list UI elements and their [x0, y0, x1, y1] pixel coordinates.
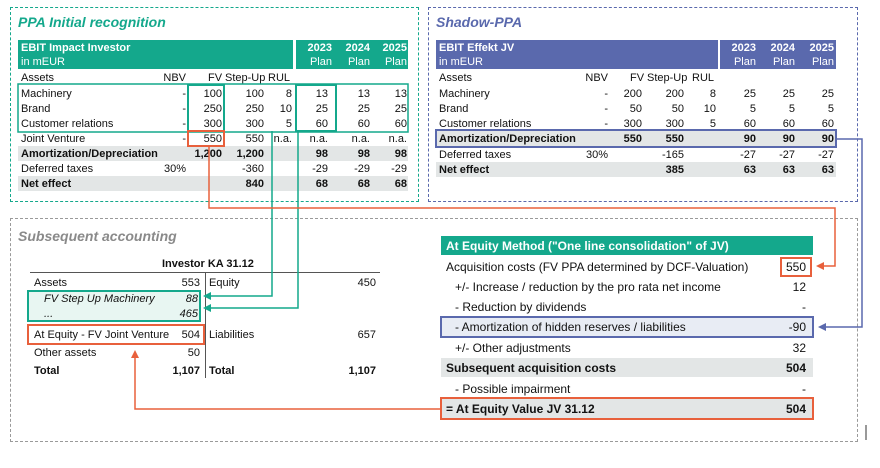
ppa-col-fv: FV: [208, 72, 223, 84]
ppa-amort-y3: 98: [394, 148, 407, 160]
ppa-row-y3: 13: [394, 88, 407, 100]
shadow-row-fv: 300: [623, 118, 642, 130]
shadow-net-label: Net effect: [439, 164, 490, 176]
ae-title: At Equity Method ("One line consolidation" of JV): [446, 239, 729, 253]
ppa-2023-highlight: [296, 85, 336, 131]
ppa-row-rul: n.a.: [273, 133, 292, 145]
shadow-row-rul: 5: [709, 118, 716, 130]
ae-row-label: - Reduction by dividends: [455, 300, 587, 314]
ppa-net-y1: 68: [315, 178, 328, 190]
ae-row-label: - Possible impairment: [455, 382, 571, 396]
shadow-row-fv: 200: [623, 88, 642, 100]
bs-right-total-value: 1,107: [348, 365, 376, 377]
ppa-plan-2024: Plan: [347, 56, 370, 68]
shadow-amort-label: Amortization/Depreciation: [439, 133, 576, 145]
shadow-year-2025: 2025: [809, 42, 834, 54]
ppa-year-2024: 2024: [345, 42, 370, 54]
shadow-col-fv: FV: [630, 72, 645, 84]
shadow-row-stepup: 200: [665, 88, 684, 100]
bs-left-label: FV Step Up Machinery: [44, 293, 155, 305]
ppa-row-label: Brand: [21, 103, 51, 115]
bs-left-label: Assets: [34, 277, 68, 289]
ppa-col-stepup: Step-Up: [225, 72, 266, 84]
shadow-col-rul: RUL: [692, 72, 715, 84]
shadow-amort-highlight: [436, 130, 836, 147]
blue-connector-amort: [820, 139, 862, 327]
ppa-row-label: Machinery: [21, 88, 72, 100]
ae-acq-value-highlight: [781, 258, 811, 276]
ae-row-value: -: [802, 382, 806, 396]
ppa-row-y2: 13: [357, 88, 370, 100]
subsequent-title: Subsequent accounting: [18, 228, 177, 244]
shadow-row-label: Customer relations: [439, 118, 532, 130]
ppa-amort-y1: 98: [315, 148, 328, 160]
bs-right-label: Liabilities: [209, 329, 255, 341]
ppa-row-fv: 300: [203, 118, 222, 130]
shadow-row-stepup: 50: [671, 103, 684, 115]
shadow-row-y1: 25: [743, 88, 756, 100]
shadow-row-rul: 10: [703, 103, 716, 115]
shadow-amort-stepup: 550: [665, 133, 684, 145]
bs-right-total-label: Total: [209, 365, 235, 377]
balance-title: Investor KA 31.12: [162, 258, 254, 270]
ppa-net-stepup: 840: [245, 178, 264, 190]
shadow-col-nbv: NBV: [585, 72, 608, 84]
bs-left-total-label: Total: [34, 365, 60, 377]
ppa-amort-stepup: 1,200: [236, 148, 264, 160]
ae-row-value: -: [802, 300, 806, 314]
ppa-jv-fv-highlight: [188, 131, 224, 146]
ppa-row-stepup: 300: [245, 118, 264, 130]
bs-right-value: 657: [357, 329, 376, 341]
bs-atequity-highlight: [28, 325, 204, 344]
ae-subsequent-value: 504: [785, 361, 806, 375]
ppa-row-y2: 25: [357, 103, 370, 115]
ppa-assets-highlight: [18, 84, 408, 132]
ppa-row-rul: 10: [279, 103, 292, 115]
ppa-row-nbv: -: [182, 118, 186, 130]
shadow-plan-2023: Plan: [733, 56, 756, 68]
ppa-col-rul: RUL: [268, 72, 291, 84]
ae-amort-highlight: [441, 317, 813, 337]
ppa-row-y1: n.a.: [309, 133, 328, 145]
shadow-row-label: Machinery: [439, 88, 490, 100]
shadow-net-y3: 63: [821, 164, 834, 176]
ppa-row-rul: 5: [285, 118, 292, 130]
ppa-plan-2023: Plan: [309, 56, 332, 68]
ppa-deferred-y3: -29: [391, 163, 407, 175]
ppa-row-nbv: -: [182, 133, 186, 145]
ppa-row-fv: 250: [203, 103, 222, 115]
ppa-row-y2: n.a.: [351, 133, 370, 145]
ae-row-label: - Amortization of hidden reserves / liabilities: [455, 320, 686, 334]
shadow-net-y1: 63: [743, 164, 756, 176]
ppa-row-stepup: 250: [245, 103, 264, 115]
ppa-plan-2025: Plan: [384, 56, 407, 68]
bs-left-value: 504: [181, 329, 200, 341]
shadow-row-nbv: -: [604, 103, 608, 115]
ppa-net-y2: 68: [357, 178, 370, 190]
green-connector-fv: [205, 131, 272, 296]
shadow-row-nbv: -: [604, 118, 608, 130]
shadow-amort-y2: 90: [782, 133, 795, 145]
shadow-plan-2024: Plan: [772, 56, 795, 68]
ppa-row-y1: 60: [315, 118, 328, 130]
ppa-row-y2: 60: [357, 118, 370, 130]
ae-row-value: 12: [792, 280, 806, 294]
ae-row-value: -90: [788, 320, 806, 334]
ae-row-label: +/- Increase / reduction by the pro rata net income: [455, 280, 721, 294]
bs-left-value: 553: [181, 277, 200, 289]
shadow-row-label: Brand: [439, 103, 469, 115]
ppa-deferred-y1: -29: [312, 163, 328, 175]
ppa-net-y3: 68: [394, 178, 407, 190]
ppa-row-label: Customer relations: [21, 118, 114, 130]
ae-final-highlight: [441, 398, 813, 419]
bs-right-value: 450: [357, 277, 376, 289]
shadow-net-stepup: 385: [665, 164, 684, 176]
shadow-header-title: EBIT Effekt JV: [439, 42, 515, 54]
ae-final-label: = At Equity Value JV 31.12: [446, 402, 595, 416]
shadow-header-unit: in mEUR: [439, 56, 484, 68]
ppa-title: PPA Initial recognition: [18, 14, 166, 30]
shadow-col-stepup: Step-Up: [647, 72, 688, 84]
shadow-year-2023: 2023: [731, 42, 756, 54]
ae-row-label: +/- Other adjustments: [455, 341, 571, 355]
shadow-row-y3: 25: [821, 88, 834, 100]
shadow-amort-y1: 90: [743, 133, 756, 145]
ae-row-value: 550: [785, 260, 806, 274]
shadow-row-y2: 5: [788, 103, 795, 115]
bs-left-value: 465: [179, 308, 198, 320]
ppa-row-nbv: -: [182, 103, 186, 115]
ppa-row-y1: 25: [315, 103, 328, 115]
bs-left-value: 88: [185, 293, 198, 305]
ppa-row-y3: 60: [394, 118, 407, 130]
ppa-header-title: EBIT Impact Investor: [21, 42, 131, 54]
ppa-deferred-label: Deferred taxes: [21, 163, 94, 175]
red-connector-acq: [209, 146, 835, 266]
shadow-row-y3: 5: [827, 103, 834, 115]
shadow-row-y2: 25: [782, 88, 795, 100]
ppa-deferred-stepup: -360: [241, 163, 264, 175]
shadow-row-y2: 60: [782, 118, 795, 130]
bs-left-total-value: 1,107: [172, 365, 200, 377]
shadow-deferred-y2: -27: [779, 149, 795, 161]
ppa-row-y3: n.a.: [388, 133, 407, 145]
shadow-deferred-y1: -27: [740, 149, 756, 161]
shadow-row-y1: 5: [749, 103, 756, 115]
shadow-col-assets: Assets: [439, 72, 473, 84]
ppa-row-fv: 550: [203, 133, 222, 145]
bs-stepup-highlight: [28, 291, 200, 321]
shadow-deferred-y3: -27: [818, 149, 834, 161]
ppa-row-y3: 25: [394, 103, 407, 115]
ppa-year-2023: 2023: [307, 42, 332, 54]
ppa-row-label: Joint Venture: [21, 133, 86, 145]
shadow-row-fv: 50: [629, 103, 642, 115]
bs-right-label: Equity: [209, 277, 240, 289]
ppa-deferred-rate: 30%: [163, 163, 186, 175]
ae-row-value: 32: [792, 341, 806, 355]
shadow-deferred-label: Deferred taxes: [439, 149, 512, 161]
ppa-row-y1: 13: [315, 88, 328, 100]
red-connector-final: [135, 352, 441, 409]
shadow-net-y2: 63: [782, 164, 795, 176]
ppa-amort-label: Amortization/Depreciation: [21, 148, 158, 160]
ppa-deferred-y2: -29: [354, 163, 370, 175]
ppa-amort-fv: 1,200: [194, 148, 222, 160]
shadow-plan-2025: Plan: [811, 56, 834, 68]
bs-left-value: 50: [187, 347, 200, 359]
shadow-deferred-stepup: -165: [661, 149, 684, 161]
ppa-net-label: Net effect: [21, 178, 72, 190]
shadow-row-nbv: -: [604, 88, 608, 100]
ppa-year-2025: 2025: [382, 42, 407, 54]
ppa-row-rul: 8: [285, 88, 292, 100]
shadow-row-rul: 8: [709, 88, 716, 100]
ppa-row-stepup: 100: [245, 88, 264, 100]
shadow-amort-y3: 90: [821, 133, 834, 145]
ppa-row-fv: 100: [203, 88, 222, 100]
shadow-row-stepup: 300: [665, 118, 684, 130]
shadow-year-2024: 2024: [770, 42, 795, 54]
ppa-header-unit: in mEUR: [21, 56, 66, 68]
ppa-col-assets: Assets: [21, 72, 55, 84]
green-connector-2023: [205, 131, 298, 308]
ppa-fv-highlight: [188, 85, 224, 131]
shadow-title: Shadow-PPA: [436, 14, 523, 30]
ae-row-label: Acquisition costs (FV PPA determined by DCF-Valuation): [446, 260, 749, 274]
shadow-row-y1: 60: [743, 118, 756, 130]
shadow-row-y3: 60: [821, 118, 834, 130]
bs-left-label: At Equity - FV Joint Venture: [34, 329, 170, 341]
ppa-amort-y2: 98: [357, 148, 370, 160]
ppa-row-stepup: 550: [245, 133, 264, 145]
shadow-deferred-rate: 30%: [585, 149, 608, 161]
ppa-col-nbv: NBV: [163, 72, 186, 84]
shadow-amort-fv: 550: [623, 133, 642, 145]
ae-final-value: 504: [785, 402, 806, 416]
bs-left-label: Other assets: [34, 347, 97, 359]
ae-subsequent-label: Subsequent acquisition costs: [446, 361, 617, 375]
bs-left-label: ...: [44, 308, 54, 320]
ppa-row-nbv: -: [182, 88, 186, 100]
